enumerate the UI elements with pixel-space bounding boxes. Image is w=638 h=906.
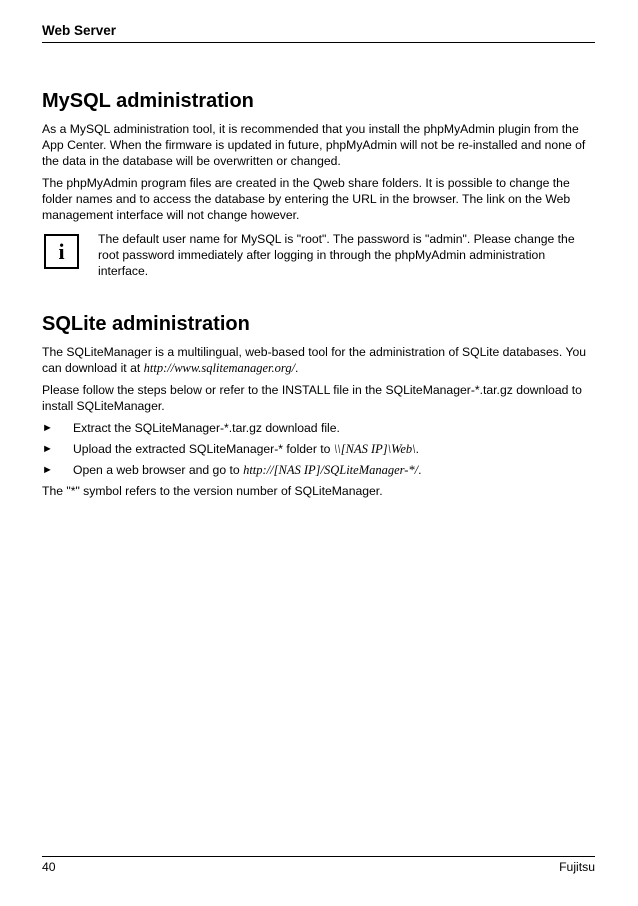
bullet-arrow-icon: ► — [42, 464, 53, 476]
install-steps-list — [42, 420, 595, 478]
page-number: 40 — [42, 860, 56, 874]
footer-brand: Fujitsu — [559, 860, 595, 874]
info-note-text: The default user name for MySQL is "root". The password is "admin". Please change the root password immediately after logging in through the phpMyAdmin administration interface. — [98, 232, 575, 278]
mysql-paragraph-2: The phpMyAdmin program files are created in the Qweb share folders. It is possible to change the folder names and to access the database by entering the URL in the browser. The link on the Web management interface will not change however. — [42, 176, 571, 222]
step-text — [73, 420, 340, 436]
step-text — [73, 462, 422, 478]
footer-divider — [42, 856, 595, 857]
bullet-arrow-icon: ► — [42, 422, 53, 434]
page-content — [42, 88, 595, 499]
mysql-paragraph-1: As a MySQL administration tool, it is recommended that you install the phpMyAdmin plugin from the App Center. When the firmware is updated in future, phpMyAdmin will not be re-installed and none of the data in the database will be overwritten or changed. — [42, 122, 586, 168]
page-header — [42, 22, 595, 40]
step-label: Open a web browser and go to — [73, 463, 244, 477]
info-icon: i — [44, 234, 79, 269]
list-item — [42, 441, 595, 457]
step-label: Upload the extracted SQLiteManager-* folder to — [73, 442, 334, 456]
sqlite-heading: SQLite administration — [42, 313, 250, 335]
header-divider — [42, 42, 595, 43]
list-item — [42, 420, 595, 436]
mysql-heading: MySQL administration — [42, 90, 254, 112]
step-label: Extract the SQLiteManager-*.tar.gz download file. — [73, 421, 340, 435]
step-end: . — [418, 463, 422, 477]
sqlite-intro-text: The SQLiteManager is a multilingual, web-based tool for the administration of SQLite databases. You can download it at — [42, 345, 587, 375]
header-title: Web Server — [42, 23, 117, 38]
info-note — [44, 231, 595, 279]
page-footer — [42, 859, 595, 875]
sqlitemanager-local-link[interactable]: http://[NAS IP]/SQLiteManager-*/ — [243, 463, 419, 477]
bullet-arrow-icon: ► — [42, 443, 53, 455]
sqlite-intro-end: . — [295, 361, 299, 375]
sqlite-intro — [42, 344, 595, 376]
nas-web-share-path: \\[NAS IP]\Web\ — [333, 442, 416, 456]
sqlite-footnote: The "*" symbol refers to the version number of SQLiteManager. — [42, 484, 383, 498]
list-item — [42, 462, 595, 478]
step-text — [73, 441, 419, 457]
step-end: . — [415, 442, 420, 456]
sqlite-instructions: Please follow the steps below or refer to the INSTALL file in the SQLiteManager-*.tar.gz download to install SQLiteManager. — [42, 383, 582, 413]
sqlitemanager-link[interactable]: http://www.sqlitemanager.org/ — [143, 361, 296, 375]
